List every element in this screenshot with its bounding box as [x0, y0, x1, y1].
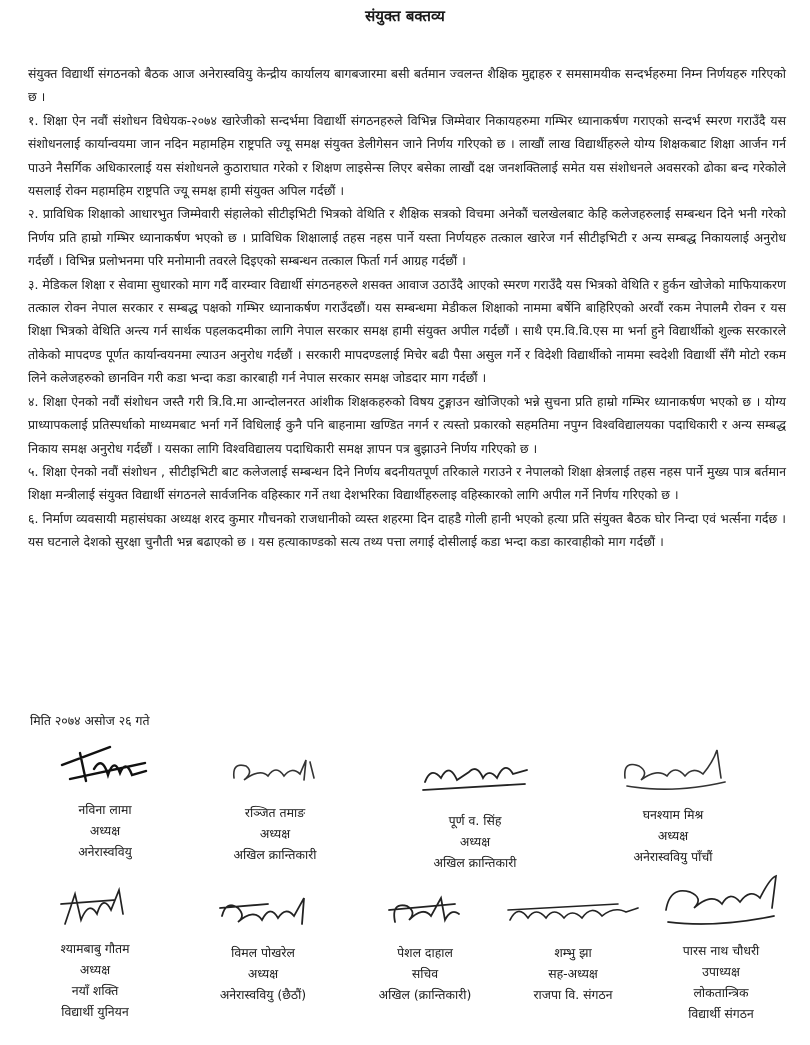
signatory-role: अध्यक्ष — [657, 828, 689, 843]
signatory-role: उपाध्यक्ष — [702, 964, 740, 979]
signature-scribble — [415, 748, 535, 804]
signatory-org-line2: विद्यार्थी संगठन — [688, 1006, 754, 1021]
intro-paragraph: संयुक्त विद्यार्थी संगठनको बैठक आज अनेरास्ववियु केन्द्रीय कार्यालय बागबजारमा बसी बर्तमान ज्वलन्त शैक्षिक मुद्दाहरु र समसामयीक सन्दर्भहरुमा निम्न निर्णयहरु गरिएको छ । — [28, 66, 786, 105]
signatory-org: अनेरास्ववियु पाँचौं — [633, 849, 713, 864]
signatory-block — [10, 735, 200, 862]
signature-scribble — [613, 738, 733, 798]
signatory-name: विमल पोखरेल — [231, 945, 295, 960]
signature-scribble — [375, 886, 475, 936]
signatory-block — [626, 868, 810, 1024]
signatory-name: पारस नाथ चौधरी — [682, 943, 760, 958]
signatory-org: अनेरास्ववियु — [78, 844, 132, 859]
signatory-role: अध्यक्ष — [247, 966, 279, 981]
signatory-block — [578, 738, 768, 867]
signatory-name: शम्भु झा — [554, 945, 592, 960]
signatory-block — [0, 880, 190, 1022]
signatory-role: सचिव — [411, 966, 439, 981]
decision-4-paragraph: ४. शिक्षा ऐनको नवौं संशोधन जस्तै गरी त्रि.वि.मा आन्दोलनरत आंशीक शिक्षकहरुको विषय टुङ्गाउन खोजिएको भन्ने सुचना प्रति हाम्रो गम्भिर ध्यानाकर्षण भएको छ । योग्य प्राध्यापकलाई प्रतिस्पर्धाको माध्यमबाट भर्ना गर्ने विधिलाई कुनै पनि बाहनामा खण्डित नगर्न र त्यस्तो प्रकारको सहमतिमा नपुग्न विश्वविद्यालयका पदाधिकारी र अन्य सम्बद्ध निकाय समक्ष अनुरोध गर्दछौं । यसका लागि विश्वविद्यालय पदाधिकारी समक्ष ज्ञापन पत्र बुझाउने निर्णय गरिएको छ । — [28, 393, 786, 456]
signature-scribble — [220, 750, 330, 796]
signatory-role: अध्यक्ष — [459, 834, 491, 849]
decision-2-paragraph: २. प्राविधिक शिक्षाको आधारभुत जिम्मेवारी संहालेको सीटीइभिटी भित्रको वेथिति र शैक्षिक सत्रको विचमा अनेकौं चलखेलबाट केहि कलेजहरुलाई सम्बन्धन दिने भनी गरेको निर्णय प्रति हाम्रो गम्भिर ध्यानाकर्षण भएको छ । प्राविधिक शिक्षालाई तहस नहस पार्ने यस्ता निर्णयहरु तत्काल खारेज गर्न सीटीइभिटी र अन्य सम्बद्ध निकायलाई अनुरोध गर्दछौं । विभिन्न प्रलोभनमा परि मनोमानी तवरले दिइएको सम्बन्धन तत्काल फिर्ता गर्न आग्रह गर्दछौं । — [28, 206, 786, 269]
decision-5-paragraph: ५. शिक्षा ऐनको नवौं संशोधन , सीटीइभिटी बाट कलेजलाई सम्बन्धन दिने निर्णय बदनीयतपूर्ण तरिकाले गराउने र नेपालको शिक्षा क्षेत्रलाई तहस नहस पार्ने मुख्य पात्र बर्तमान शिक्षा मन्त्रीलाई संयुक्त विद्यार्थी संगठनले सार्वजनिक वहिस्कार गर्ने तथा देशभरिका विद्यार्थीहरुलाइ वहिस्कारको लागि अपील गर्ने निर्णय गरिएको छ । — [28, 463, 786, 503]
signatory-org: नयाँ शक्ति — [71, 983, 119, 998]
signatory-org: लोकतान्त्रिक — [693, 985, 749, 1000]
statement-body — [28, 62, 786, 554]
signatory-name: पेशल दाहाल — [397, 945, 453, 960]
signatory-org: अखिल क्रान्तिकारी — [433, 855, 517, 870]
document-date: मिति २०७४ असोज २६ गते — [30, 713, 150, 728]
signature-scribble — [50, 735, 160, 793]
signatory-org: राजपा वि. संगठन — [533, 987, 613, 1002]
signatory-org: अखिल क्रान्तिकारी — [233, 847, 317, 862]
document-title: संयुक्त बक्तव्य — [365, 7, 445, 25]
signatory-role: अध्यक्ष — [259, 826, 291, 841]
signatory-block — [180, 750, 370, 865]
signatory-org: अखिल (क्रान्तिकारी) — [378, 987, 472, 1002]
decision-1-paragraph: १. शिक्षा ऐन नवौं संशोधन विधेयक-२०७४ खारेजीको सन्दर्भमा विद्यार्थी संगठनहरुले विभिन्न जिम्मेवार निकायहरुमा गम्भिर ध्यानाकर्षण गराएको सन्दर्भ स्मरण गराउँदै यस संशोधनलाई कार्यान्वयमा जान नदिन महामहिम राष्ट्रपति ज्यू समक्ष संयुक्त डेलीगेसन जाने निर्णय गरिएको छ । लाखौं लाख विद्यार्थीहरुले योग्य शिक्षकबाट शिक्षा आर्जन गर्न पाउने नैसर्गिक अधिकारलाई यस संशोधनले कुठाराघात गरेको र शिक्षण लाइसेन्स लिएर बसेका लाखौं दक्ष जनशक्तिलाई समेत यस संशोधनले अवसरको ढोका बन्द गरेकोले यसलाई रोक्न महामहिम राष्ट्रपति ज्यू समक्ष हामी संयुक्त अपिल गर्दछौं । — [28, 112, 786, 199]
signatory-block — [380, 748, 570, 873]
signatory-name: श्यामबाबु गौतम — [60, 941, 130, 956]
decision-3-paragraph: ३. मेडिकल शिक्षा र सेवामा सुधारको माग गर्दै वारम्वार विद्यार्थी संगठनहरुले शसक्त आवाज उठाउँदै आएको स्मरण गराउँदै यस भित्रको वेथिति र हुर्कन खोजेको माफियाकरण तत्काल रोक्न नेपाल सरकार र सम्बद्ध पक्षको गम्भिर ध्यानाकर्षण गराउँदछौं। यस सम्बन्धमा मेडीकल शिक्षाको नाममा बर्षेनि बाहिरिएको अरवौं रकम नेपालमै रोक्न र यस शिक्षा भित्रको वेथिति अन्त्य गर्न सार्थक पहलकदमीका लागि नेपाल सरकार समक्ष हामी संयुक्त अपील गर्दछौं । साथै एम.वि.वि.एस मा भर्ना हुने विद्यार्थीको शुल्क सरकारले तोकेको मापदण्ड पूर्णत कार्यान्वयनमा ल्याउन अनुरोध गर्दछौं । सरकारी मापदण्डलाई मिचेर बढी पैसा असुल गर्ने र विदेशी विद्यार्थीको नाममा स्वदेशी विद्यार्थी सँगै मोटो रकम लिने कलेजहरुको छानविन गरी कडा भन्दा कडा कारबाही गर्न नेपाल सरकार समक्ष जोडदार माग गर्दछौं । — [28, 276, 786, 386]
signature-scribble — [208, 886, 318, 936]
signatory-org: अनेरास्ववियु (छैठौं) — [219, 987, 307, 1002]
signatory-name: पूर्ण व. सिंह — [448, 813, 502, 828]
signatory-role: अध्यक्ष — [79, 962, 111, 977]
signature-scribble — [45, 880, 145, 932]
signature-scribble — [656, 868, 786, 934]
signatory-name: रञ्जित तमाङ — [244, 805, 306, 820]
signatory-name: नविना लामा — [78, 802, 132, 817]
signatory-name: घनश्याम मिश्र — [642, 807, 704, 822]
signatory-role: अध्यक्ष — [89, 823, 121, 838]
signatory-role: सह-अध्यक्ष — [548, 966, 598, 981]
signatory-org-line2: विद्यार्थी युनियन — [61, 1004, 129, 1019]
decision-6-paragraph: ६. निर्माण व्यवसायी महासंघका अध्यक्ष शरद कुमार गौचनको राजधानीको व्यस्त शहरमा दिन दाहडै गोली हानी भएको हत्या प्रति संयुक्त बैठक घोर निन्दा एवं भर्त्सना गर्दछ । यस घटनाले देशको सुरक्षा चुनौती भन्न बढाएको छ । यस हत्याकाण्डको सत्य तथ्य पत्ता लगाई दोसीलाई कडा भन्दा कडा कारवाहीको माग गर्दछौं । — [28, 510, 786, 550]
